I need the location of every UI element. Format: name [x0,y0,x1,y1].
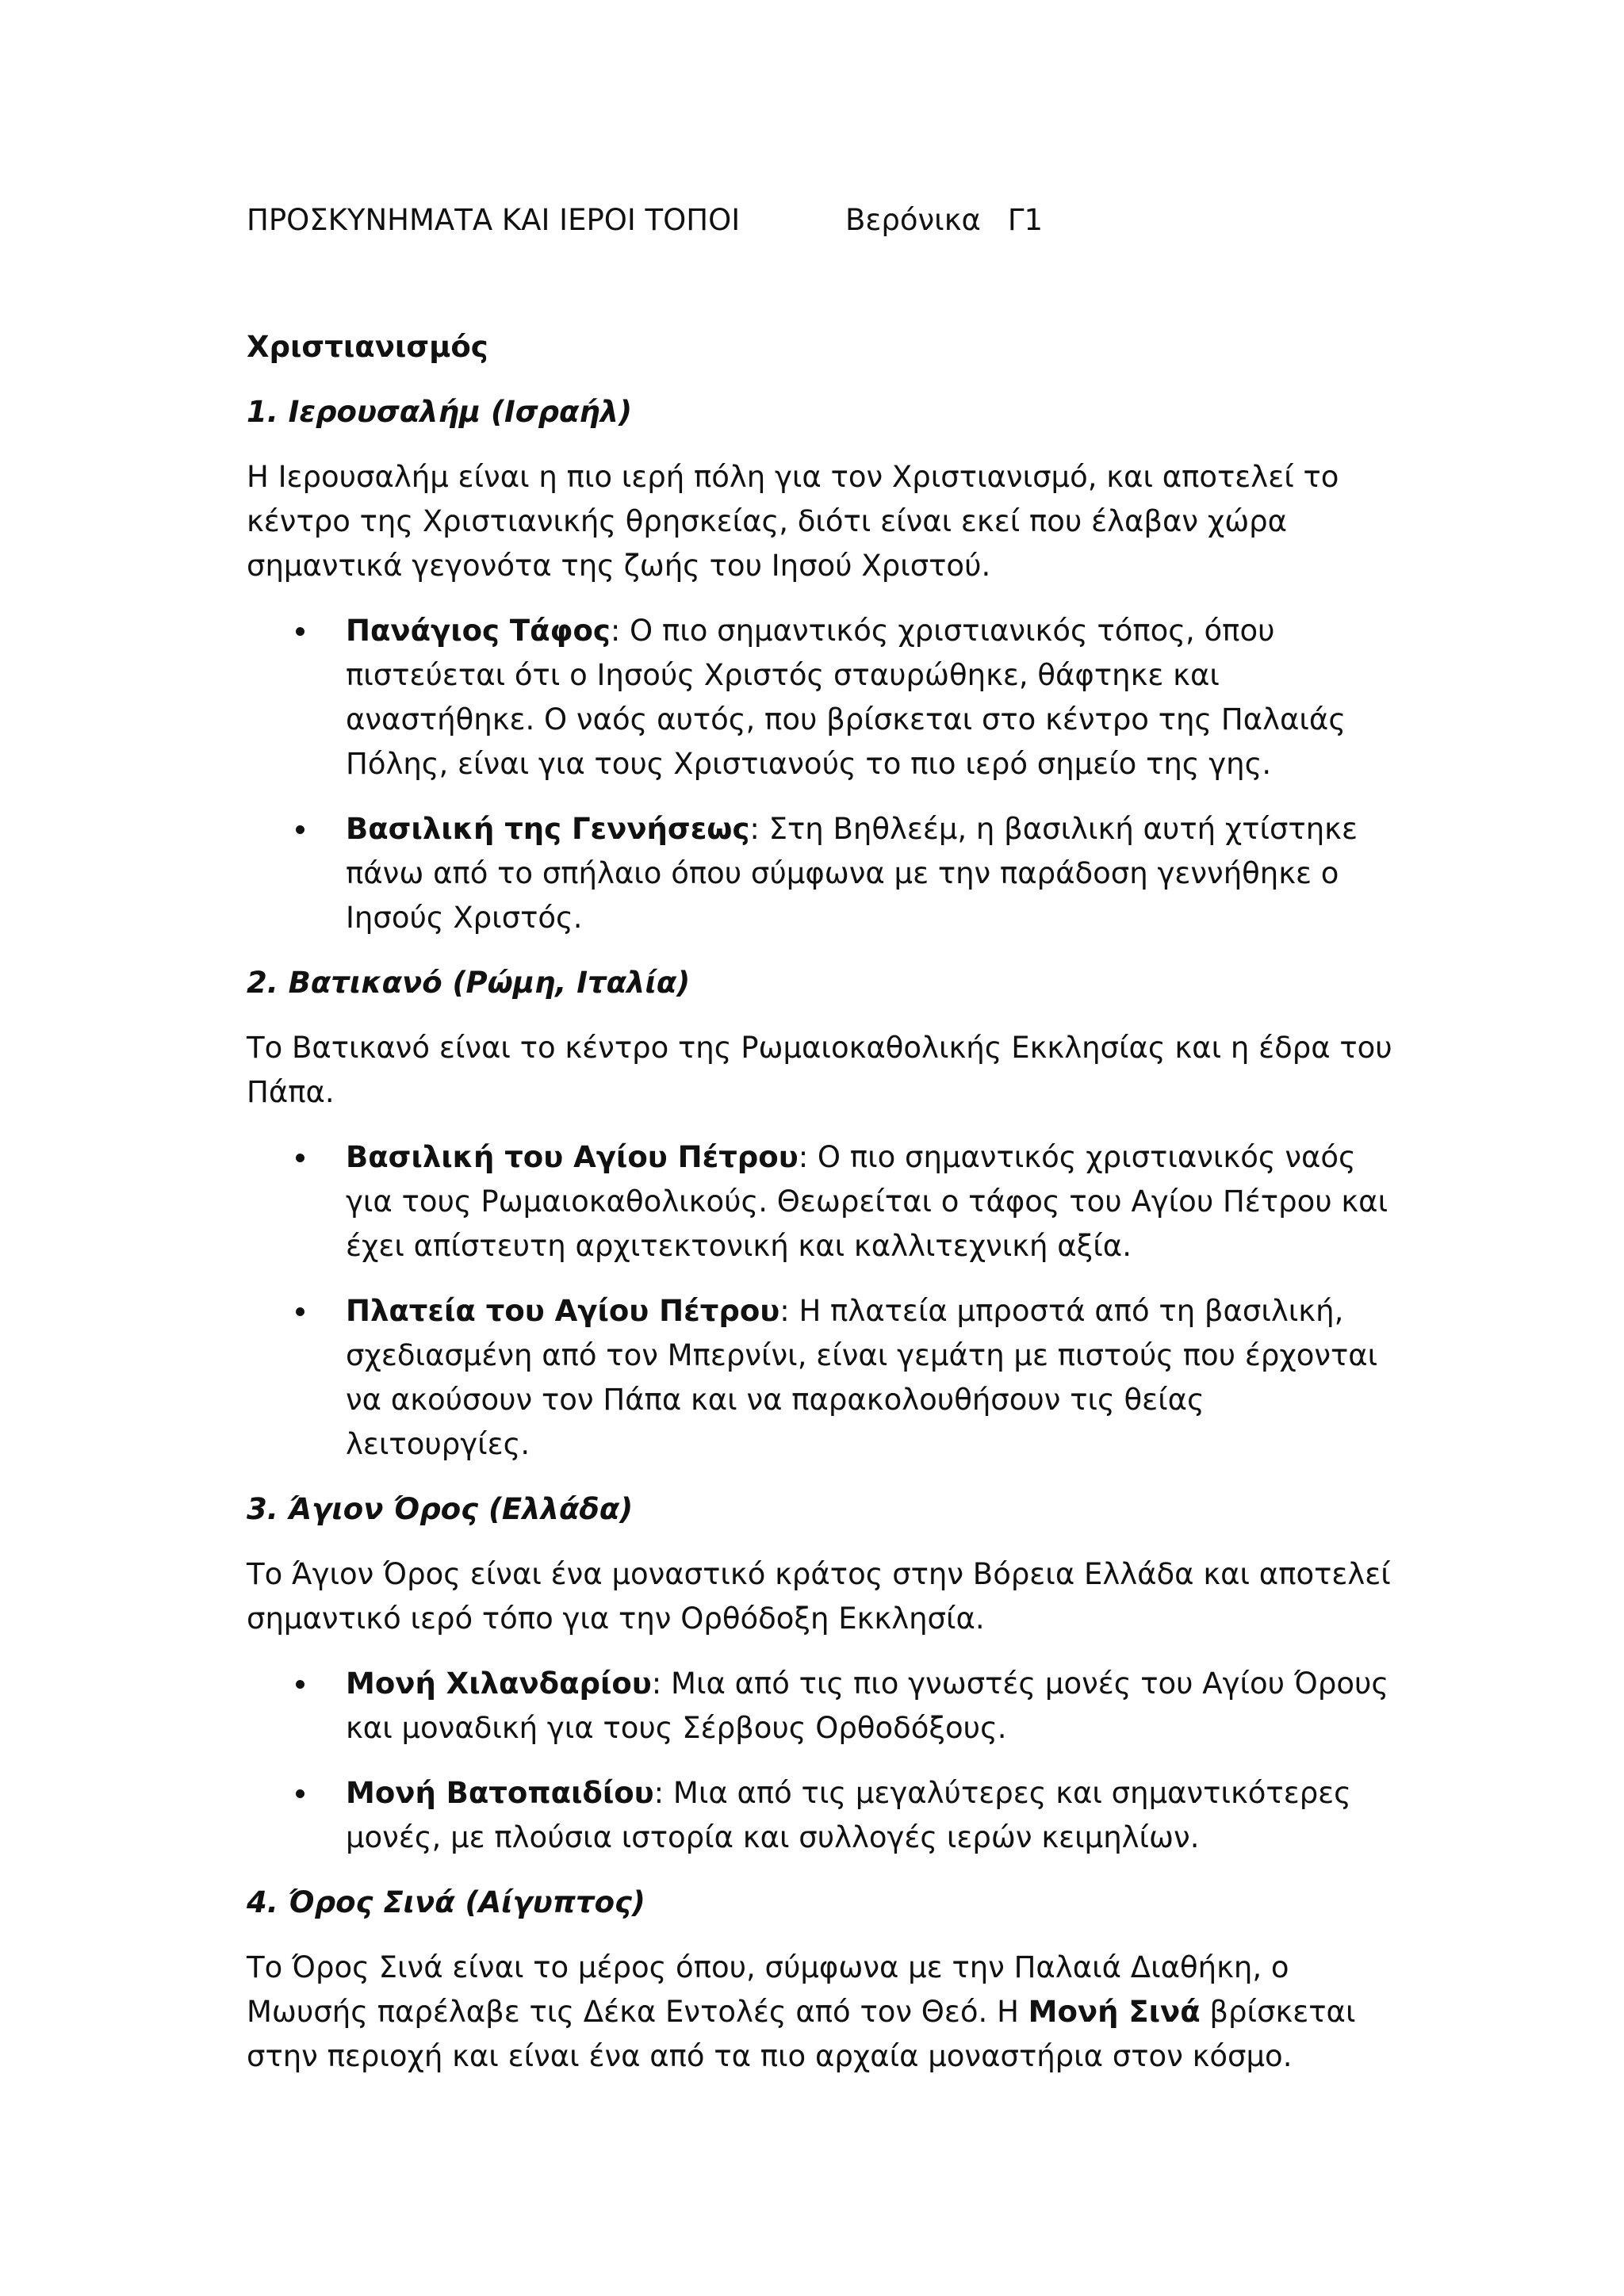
bullet-text: : Μια από τις πιο γνωστές μονές του Αγίου Όρους και μοναδική για τους Σέρβους Ορθοδόξους. [346,1667,1389,1745]
list-item [247,1135,1396,1269]
section-intro: Το Βατικανό είναι το κέντρο της Ρωμαιοκαθολικής Εκκλησίας και η έδρα του Πάπα. [247,1031,1392,1109]
document-header [247,198,1396,243]
bullet-icon [296,627,304,636]
section-intro: Το Άγιον Όρος είναι ένα μοναστικό κράτος στην Βόρεια Ελλάδα και αποτελεί σημαντικό ιερό τόπο για την Ορθόδοξη Εκκλησία. [247,1557,1391,1636]
bullet-term: Βασιλική της Γεννήσεως [346,812,750,846]
bullet-list [247,1662,1396,1860]
section-title: Χριστιανισμός [247,330,488,364]
document-page [247,198,1396,2099]
list-item [247,1662,1396,1751]
intro-text-before: Το Όρος Σινά είναι το μέρος όπου, σύμφωνα με την Παλαιά Διαθήκη, ο Μωυσής παρέλαβε τις Δέκα Εντολές από τον Θεό. Η [247,1950,1289,2029]
section-intro [247,1946,1396,2079]
student-name: Βερόνικα [845,203,981,237]
bullet-text: : Ο πιο σημαντικός χριστιανικός τόπος, όπου πιστεύεται ότι ο Ιησούς Χριστός σταυρώθηκε, θάφτηκε και αναστήθηκε. Ο ναός αυτός, που βρίσκεται στο κέντρο της Παλαιάς Πόλης, είναι για τους Χριστιανούς το πιο ιερό σημείο της γης. [346,614,1346,781]
list-item [247,1289,1396,1467]
bullet-text: : Ο πιο σημαντικός χριστιανικός ναός για τους Ρωμαιοκαθολικούς. Θεωρείται ο τάφος του Αγίου Πέτρου και έχει απίστευτη αρχιτεκτονική και καλλιτεχνική αξία. [346,1140,1388,1263]
document-title: ΠΡΟΣΚΥΝΗΜΑΤΑ ΚΑΙ ΙΕΡΟΙ ΤΟΠΟΙ [247,203,741,237]
list-item [247,1771,1396,1860]
intro-text-after: βρίσκεται στην περιοχή και είναι ένα από τα πιο αρχαία μοναστήρια στον κόσμο. [247,1995,1356,2073]
bullet-icon [296,825,304,834]
bullet-text: : Η πλατεία μπροστά από τη βασιλική, σχεδιασμένη από τον Μπερνίνι, είναι γεμάτη με πιστούς που έρχονται να ακούσουν τον Πάπα και να παρακολουθήσουν τις θείας λειτουργίες. [346,1294,1378,1461]
section-intro: Η Ιερουσαλήμ είναι η πιο ιερή πόλη για τον Χριστιανισμό, και αποτελεί το κέντρο της Χριστιανικής θρησκείας, διότι είναι εκεί που έλαβαν χώρα σημαντικά γεγονότα της ζωής του Ιησού Χριστού. [247,460,1339,583]
bullet-icon [296,1154,304,1162]
section-heading: 3. Άγιον Όρος (Ελλάδα) [247,1492,634,1526]
section-heading: 1. Ιερουσαλήμ (Ισραήλ) [247,395,633,429]
list-item [247,609,1396,786]
bullet-term: Βασιλική του Αγίου Πέτρου [346,1140,799,1174]
bullet-term: Μονή Χιλανδαρίου [346,1667,652,1701]
bullet-term: Μονή Βατοπαιδίου [346,1776,654,1810]
list-item [247,807,1396,940]
bullet-icon [296,1307,304,1316]
student-class: Γ1 [1007,203,1044,237]
section-heading: 4. Όρος Σινά (Αίγυπτος) [247,1885,645,1919]
bullet-list [247,1135,1396,1467]
bullet-text: : Μια από τις μεγαλύτερες και σημαντικότερες μονές, με πλούσια ιστορία και συλλογές ιερών κειμηλίων. [346,1776,1351,1854]
bullet-icon [296,1789,304,1798]
bullet-term: Πανάγιος Τάφος [346,614,611,648]
intro-bold-term: Μονή Σινά [1028,1995,1201,2029]
bullet-term: Πλατεία του Αγίου Πέτρου [346,1294,780,1328]
bullet-icon [296,1680,304,1689]
section-heading: 2. Βατικανό (Ρώμη, Ιταλία) [247,966,691,1000]
bullet-list [247,609,1396,940]
bullet-text: : Στη Βηθλεέμ, η βασιλική αυτή χτίστηκε πάνω από το σπήλαιο όπου σύμφωνα με την παράδοση γεννήθηκε ο Ιησούς Χριστός. [346,812,1358,935]
